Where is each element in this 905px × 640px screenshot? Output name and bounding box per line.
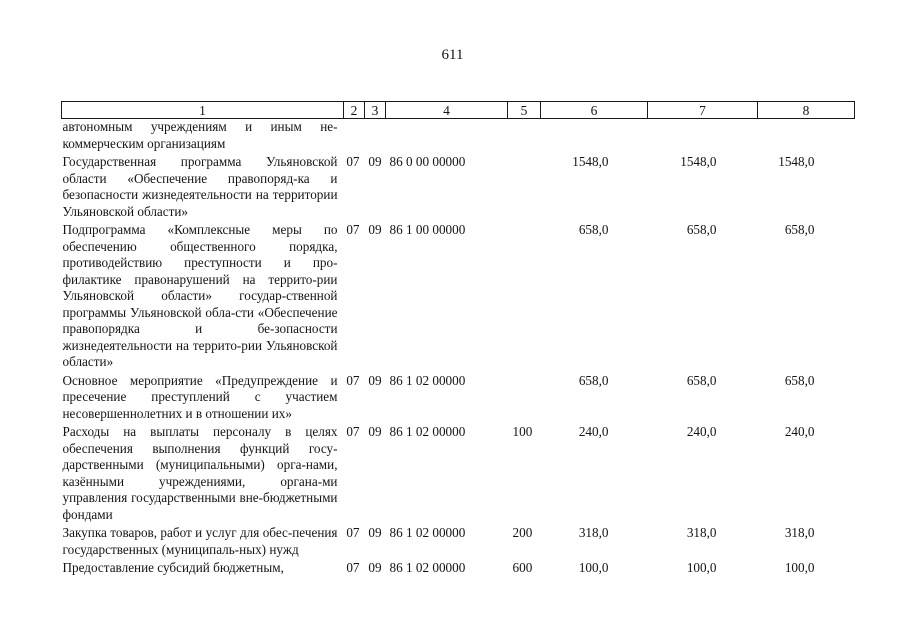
row-section: 07 xyxy=(346,154,360,169)
row-name: Государственная программа Ульяновской области «Обеспечение правопоряд-ка и безопасности жизнедеятельности на территории Ульяновской области» xyxy=(62,154,338,219)
row-amount-6: 100,0 xyxy=(578,560,609,575)
row-amount-8: 100,0 xyxy=(784,560,815,575)
row-subsection xyxy=(365,119,386,153)
row-amount-7: 1548,0 xyxy=(680,154,717,169)
row-subsection: 09 xyxy=(368,424,382,439)
row-amount-6: 658,0 xyxy=(578,372,609,388)
row-subsection: 09 xyxy=(368,154,382,169)
budget-table xyxy=(61,101,855,577)
column-header-5: 5 xyxy=(508,102,541,119)
column-header-2: 2 xyxy=(344,102,365,119)
row-section xyxy=(344,119,365,153)
row-target-article: 86 1 02 00000 xyxy=(389,560,466,575)
row-section: 07 xyxy=(346,560,360,575)
row-amount-8: 318,0 xyxy=(784,525,815,540)
row-expense-type: 600 xyxy=(512,560,533,575)
row-target-article: 86 1 02 00000 xyxy=(389,424,466,439)
row-expense-type xyxy=(508,220,541,371)
row-name: Расходы на выплаты персоналу в целях обеспечения выполнения функций госу-дарственными (муниципальными) орга-нами, казёнными учреждениями, органа-ми управления государственными вне-бюджетными фондами xyxy=(62,424,338,522)
row-amount-7: 240,0 xyxy=(686,424,717,439)
table-row xyxy=(62,558,855,577)
row-amount-7: 658,0 xyxy=(686,222,717,237)
row-amount-8: 658,0 xyxy=(784,222,815,237)
table-header-row xyxy=(62,102,855,119)
table-row xyxy=(62,152,855,220)
column-header-6: 6 xyxy=(541,102,648,119)
column-header-1: 1 xyxy=(62,102,344,119)
row-expense-type: 200 xyxy=(512,525,533,540)
column-header-4: 4 xyxy=(386,102,508,119)
column-header-3: 3 xyxy=(365,102,386,119)
row-name: Подпрограмма «Комплексные меры по обеспечению общественного порядка, противодействию преступности и про-филактике правонарушений на террито-рии Ульяновской области» государ-ственной программы Ульяновской обла-сти «Обеспечение правопорядка и бе-зопасности жизнедеятельности на террито-рии Ульяновской области» xyxy=(62,222,338,369)
table-row xyxy=(62,422,855,523)
row-amount-7 xyxy=(648,119,758,153)
row-target-article: 86 1 02 00000 xyxy=(389,372,466,388)
row-target-article: 86 1 02 00000 xyxy=(389,525,466,540)
row-amount-6: 658,0 xyxy=(578,222,609,237)
row-amount-6 xyxy=(541,119,648,153)
row-amount-8: 240,0 xyxy=(784,424,815,439)
table-row xyxy=(62,119,855,153)
row-expense-type xyxy=(508,119,541,153)
row-amount-6: 1548,0 xyxy=(572,154,609,169)
row-amount-8: 658,0 xyxy=(784,372,815,388)
row-expense-type xyxy=(508,371,541,423)
row-section: 07 xyxy=(346,222,360,237)
row-subsection: 09 xyxy=(368,525,382,540)
row-target-article xyxy=(386,119,508,153)
row-target-article: 86 0 00 00000 xyxy=(389,154,466,169)
row-expense-type xyxy=(508,152,541,220)
table-row xyxy=(62,523,855,558)
row-amount-6: 240,0 xyxy=(578,424,609,439)
row-amount-8: 1548,0 xyxy=(778,154,815,169)
row-section: 07 xyxy=(346,424,360,439)
row-subsection: 09 xyxy=(368,560,382,575)
row-amount-7: 318,0 xyxy=(686,525,717,540)
row-name: Основное мероприятие «Предупреждение и пресечение преступлений с участием несовершеннолетних и в отношении их» xyxy=(62,372,338,421)
row-amount-7: 658,0 xyxy=(686,372,717,388)
row-name: Закупка товаров, работ и услуг для обес-печения государственных (муниципаль-ных) нужд xyxy=(62,525,338,557)
page-number: 611 xyxy=(441,47,464,63)
row-subsection: 09 xyxy=(368,222,382,237)
table-row xyxy=(62,371,855,423)
column-header-7: 7 xyxy=(648,102,758,119)
row-expense-type: 100 xyxy=(512,424,533,439)
column-header-8: 8 xyxy=(758,102,855,119)
row-amount-7: 100,0 xyxy=(686,560,717,575)
row-name: автономным учреждениям и иным не-коммерческим организациям xyxy=(62,119,338,151)
row-amount-6: 318,0 xyxy=(578,525,609,540)
row-amount-8 xyxy=(758,119,855,153)
row-name: Предоставление субсидий бюджетным, xyxy=(62,560,284,575)
row-target-article: 86 1 00 00000 xyxy=(389,222,466,237)
table-row xyxy=(62,220,855,371)
row-section: 07 xyxy=(346,525,360,540)
row-section: 07 xyxy=(346,372,360,388)
row-subsection: 09 xyxy=(368,372,382,388)
